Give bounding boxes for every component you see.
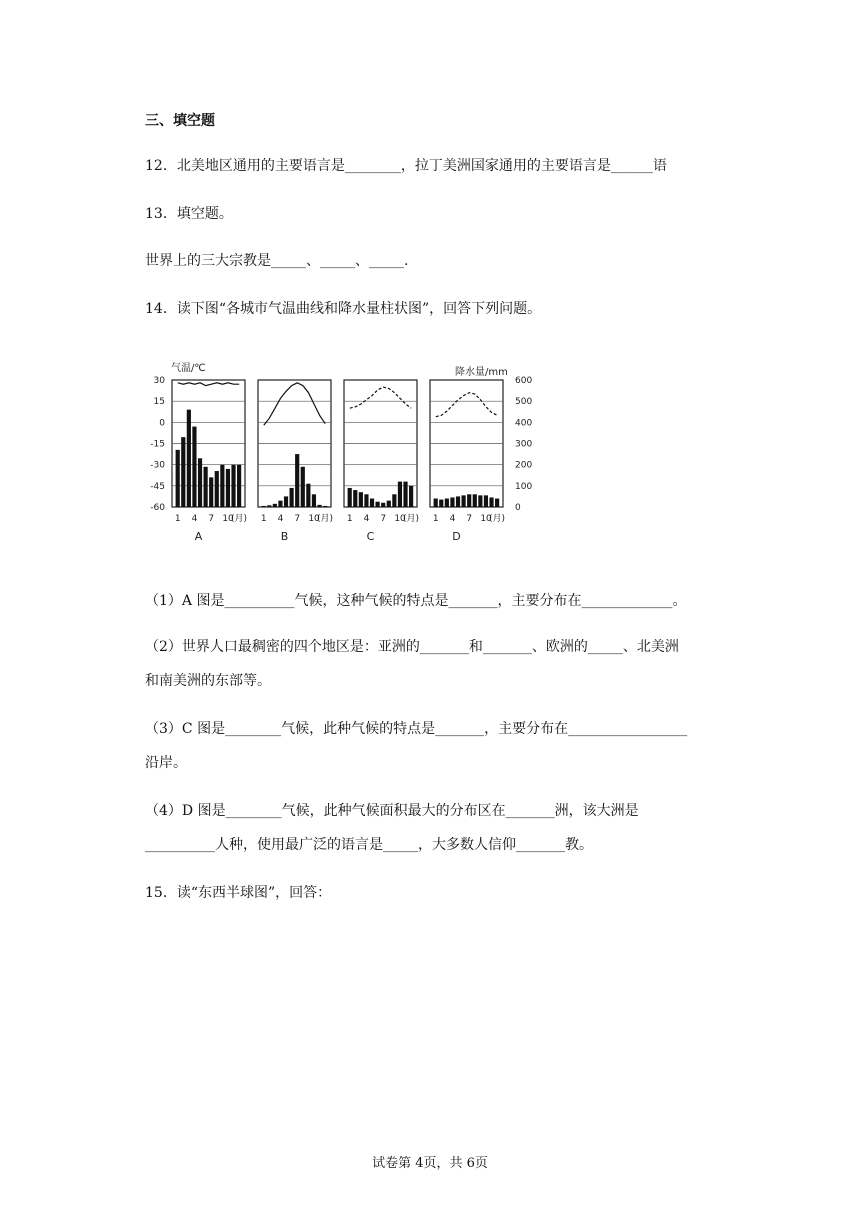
precip-bar: [226, 469, 230, 507]
precip-tick-label: 500: [515, 397, 533, 408]
temperature-axis: [150, 376, 165, 513]
temp-tick-label: -15: [150, 439, 165, 450]
month-tick-label: 7: [208, 514, 215, 524]
precip-tick-label: 600: [515, 376, 533, 386]
month-tick-label: 4: [277, 514, 284, 524]
precip-bar: [462, 495, 466, 507]
month-tick-label: 10: [480, 514, 492, 524]
month-tick-label: 4: [191, 514, 198, 524]
precip-bar: [467, 494, 471, 507]
precip-bar: [473, 494, 477, 507]
climate-panel-A: [172, 380, 247, 543]
precip-axis-label: 降水量/mm: [455, 367, 508, 378]
precip-bar: [376, 502, 380, 507]
temperature-curve: [178, 383, 239, 386]
precip-bar: [204, 467, 208, 507]
month-unit-label: (月): [316, 514, 333, 524]
panel-label: C: [366, 530, 375, 543]
section-title: 三、填空题: [145, 113, 215, 129]
climate-panel-C: [344, 380, 419, 543]
page-footer: 试卷第 4页，共 6页: [372, 1156, 488, 1171]
month-tick-label: 4: [363, 514, 370, 524]
question-14-part-3-line-1: （3）C 图是________气候，此种气候的特点是_______，主要分布在_________________: [145, 721, 688, 737]
month-tick-label: 10: [394, 514, 406, 524]
climate-chart-figure: [145, 355, 535, 550]
question-12: 12．北美地区通用的主要语言是________，拉丁美洲国家通用的主要语言是______语: [145, 158, 667, 174]
precip-bar: [409, 486, 413, 507]
precip-bar: [262, 506, 266, 507]
temperature-curve: [350, 387, 411, 408]
precip-bar: [278, 501, 282, 507]
question-13-title: 13．填空题。: [145, 206, 233, 222]
precip-bar: [403, 482, 407, 507]
panel-label: B: [280, 530, 289, 543]
panel-label: A: [194, 530, 203, 543]
precip-bar: [301, 467, 305, 507]
month-tick-label: 1: [174, 514, 181, 524]
temp-tick-label: 30: [153, 376, 165, 386]
precip-bar: [284, 496, 288, 507]
precip-bar: [176, 450, 180, 507]
precip-bar: [445, 499, 449, 507]
precip-bar: [323, 506, 327, 507]
precip-bar: [359, 492, 363, 507]
precip-tick-label: 100: [515, 481, 533, 492]
precip-bar: [306, 484, 310, 507]
precip-bar: [312, 494, 316, 507]
precip-bar: [381, 503, 385, 507]
precip-bar: [215, 471, 219, 507]
precip-bar: [198, 458, 202, 507]
question-13-body: 世界上的三大宗教是_____、_____、_____.: [145, 253, 409, 269]
precip-bar: [187, 410, 191, 507]
month-tick-label: 1: [432, 514, 439, 524]
precip-bar: [231, 465, 235, 507]
question-14-part-1: （1）A 图是__________气候，这种气候的特点是_______，主要分布在_____________。: [145, 593, 687, 609]
precip-tick-label: 200: [515, 460, 533, 471]
question-14-part-3-line-2: 沿岸。: [145, 755, 187, 771]
precip-bar: [348, 488, 352, 507]
precip-bar: [290, 488, 294, 507]
question-14-title: 14．读下图“各城市气温曲线和降水量柱状图”，回答下列问题。: [145, 301, 542, 317]
question-14-part-2-line-2: 和南美洲的东部等。: [145, 673, 271, 689]
temp-tick-label: -30: [150, 460, 165, 471]
chart-panels: [172, 380, 505, 543]
precip-bar: [439, 500, 443, 507]
temperature-curve: [436, 393, 497, 417]
month-tick-label: 1: [346, 514, 353, 524]
temp-tick-label: 0: [159, 418, 165, 429]
month-tick-label: 7: [466, 514, 473, 524]
temp-axis-label: 气温/℃: [171, 363, 206, 374]
month-tick-label: 7: [294, 514, 301, 524]
precip-bar: [353, 490, 357, 507]
precip-bar: [392, 494, 396, 507]
month-unit-label: (月): [402, 514, 419, 524]
precip-bar: [434, 499, 438, 507]
month-tick-label: 4: [449, 514, 456, 524]
temperature-curve: [264, 383, 325, 425]
precip-bar: [267, 505, 271, 507]
panel-label: D: [452, 530, 461, 543]
month-tick-label: 10: [308, 514, 320, 524]
precip-bar: [192, 427, 196, 507]
month-unit-label: (月): [488, 514, 505, 524]
precip-bar: [317, 505, 321, 507]
precipitation-axis: [515, 376, 532, 513]
temp-tick-label: -45: [150, 481, 165, 492]
precip-bar: [209, 477, 213, 507]
precip-bar: [495, 499, 499, 507]
precip-tick-label: 0: [515, 503, 521, 513]
precip-bar: [364, 494, 368, 507]
question-14-part-4-line-1: （4）D 图是________气候，此种气候面积最大的分布区在_______洲，该大洲是: [145, 803, 639, 819]
month-unit-label: (月): [230, 514, 247, 524]
precip-bar: [370, 499, 374, 507]
precip-bar: [478, 495, 482, 507]
climate-panel-D: [430, 380, 505, 543]
precip-bar: [273, 504, 277, 507]
precip-tick-label: 400: [515, 418, 533, 429]
question-14-part-2-line-1: （2）世界人口最稠密的四个地区是：亚洲的_______和_______、欧洲的_____、北美洲: [145, 639, 679, 655]
question-15-title: 15．读“东西半球图”，回答：: [145, 885, 332, 901]
month-tick-label: 1: [260, 514, 267, 524]
month-tick-label: 7: [380, 514, 387, 524]
month-tick-label: 10: [222, 514, 234, 524]
precip-tick-label: 300: [515, 439, 533, 450]
precip-bar: [484, 495, 488, 507]
precip-bar: [398, 482, 402, 507]
precip-bar: [295, 454, 299, 507]
precip-bar: [456, 496, 460, 507]
precip-bar: [220, 465, 224, 507]
precip-bar: [489, 497, 493, 507]
precip-bar: [181, 437, 185, 507]
precip-bar: [237, 465, 241, 507]
question-14-part-4-line-2: __________人种，使用最广泛的语言是_____，大多数人信仰_______教。: [145, 837, 593, 853]
temp-tick-label: 15: [153, 397, 165, 408]
temp-tick-label: -60: [150, 503, 165, 513]
precip-bar: [387, 501, 391, 507]
precip-bar: [450, 497, 454, 507]
climate-panel-B: [258, 380, 333, 543]
